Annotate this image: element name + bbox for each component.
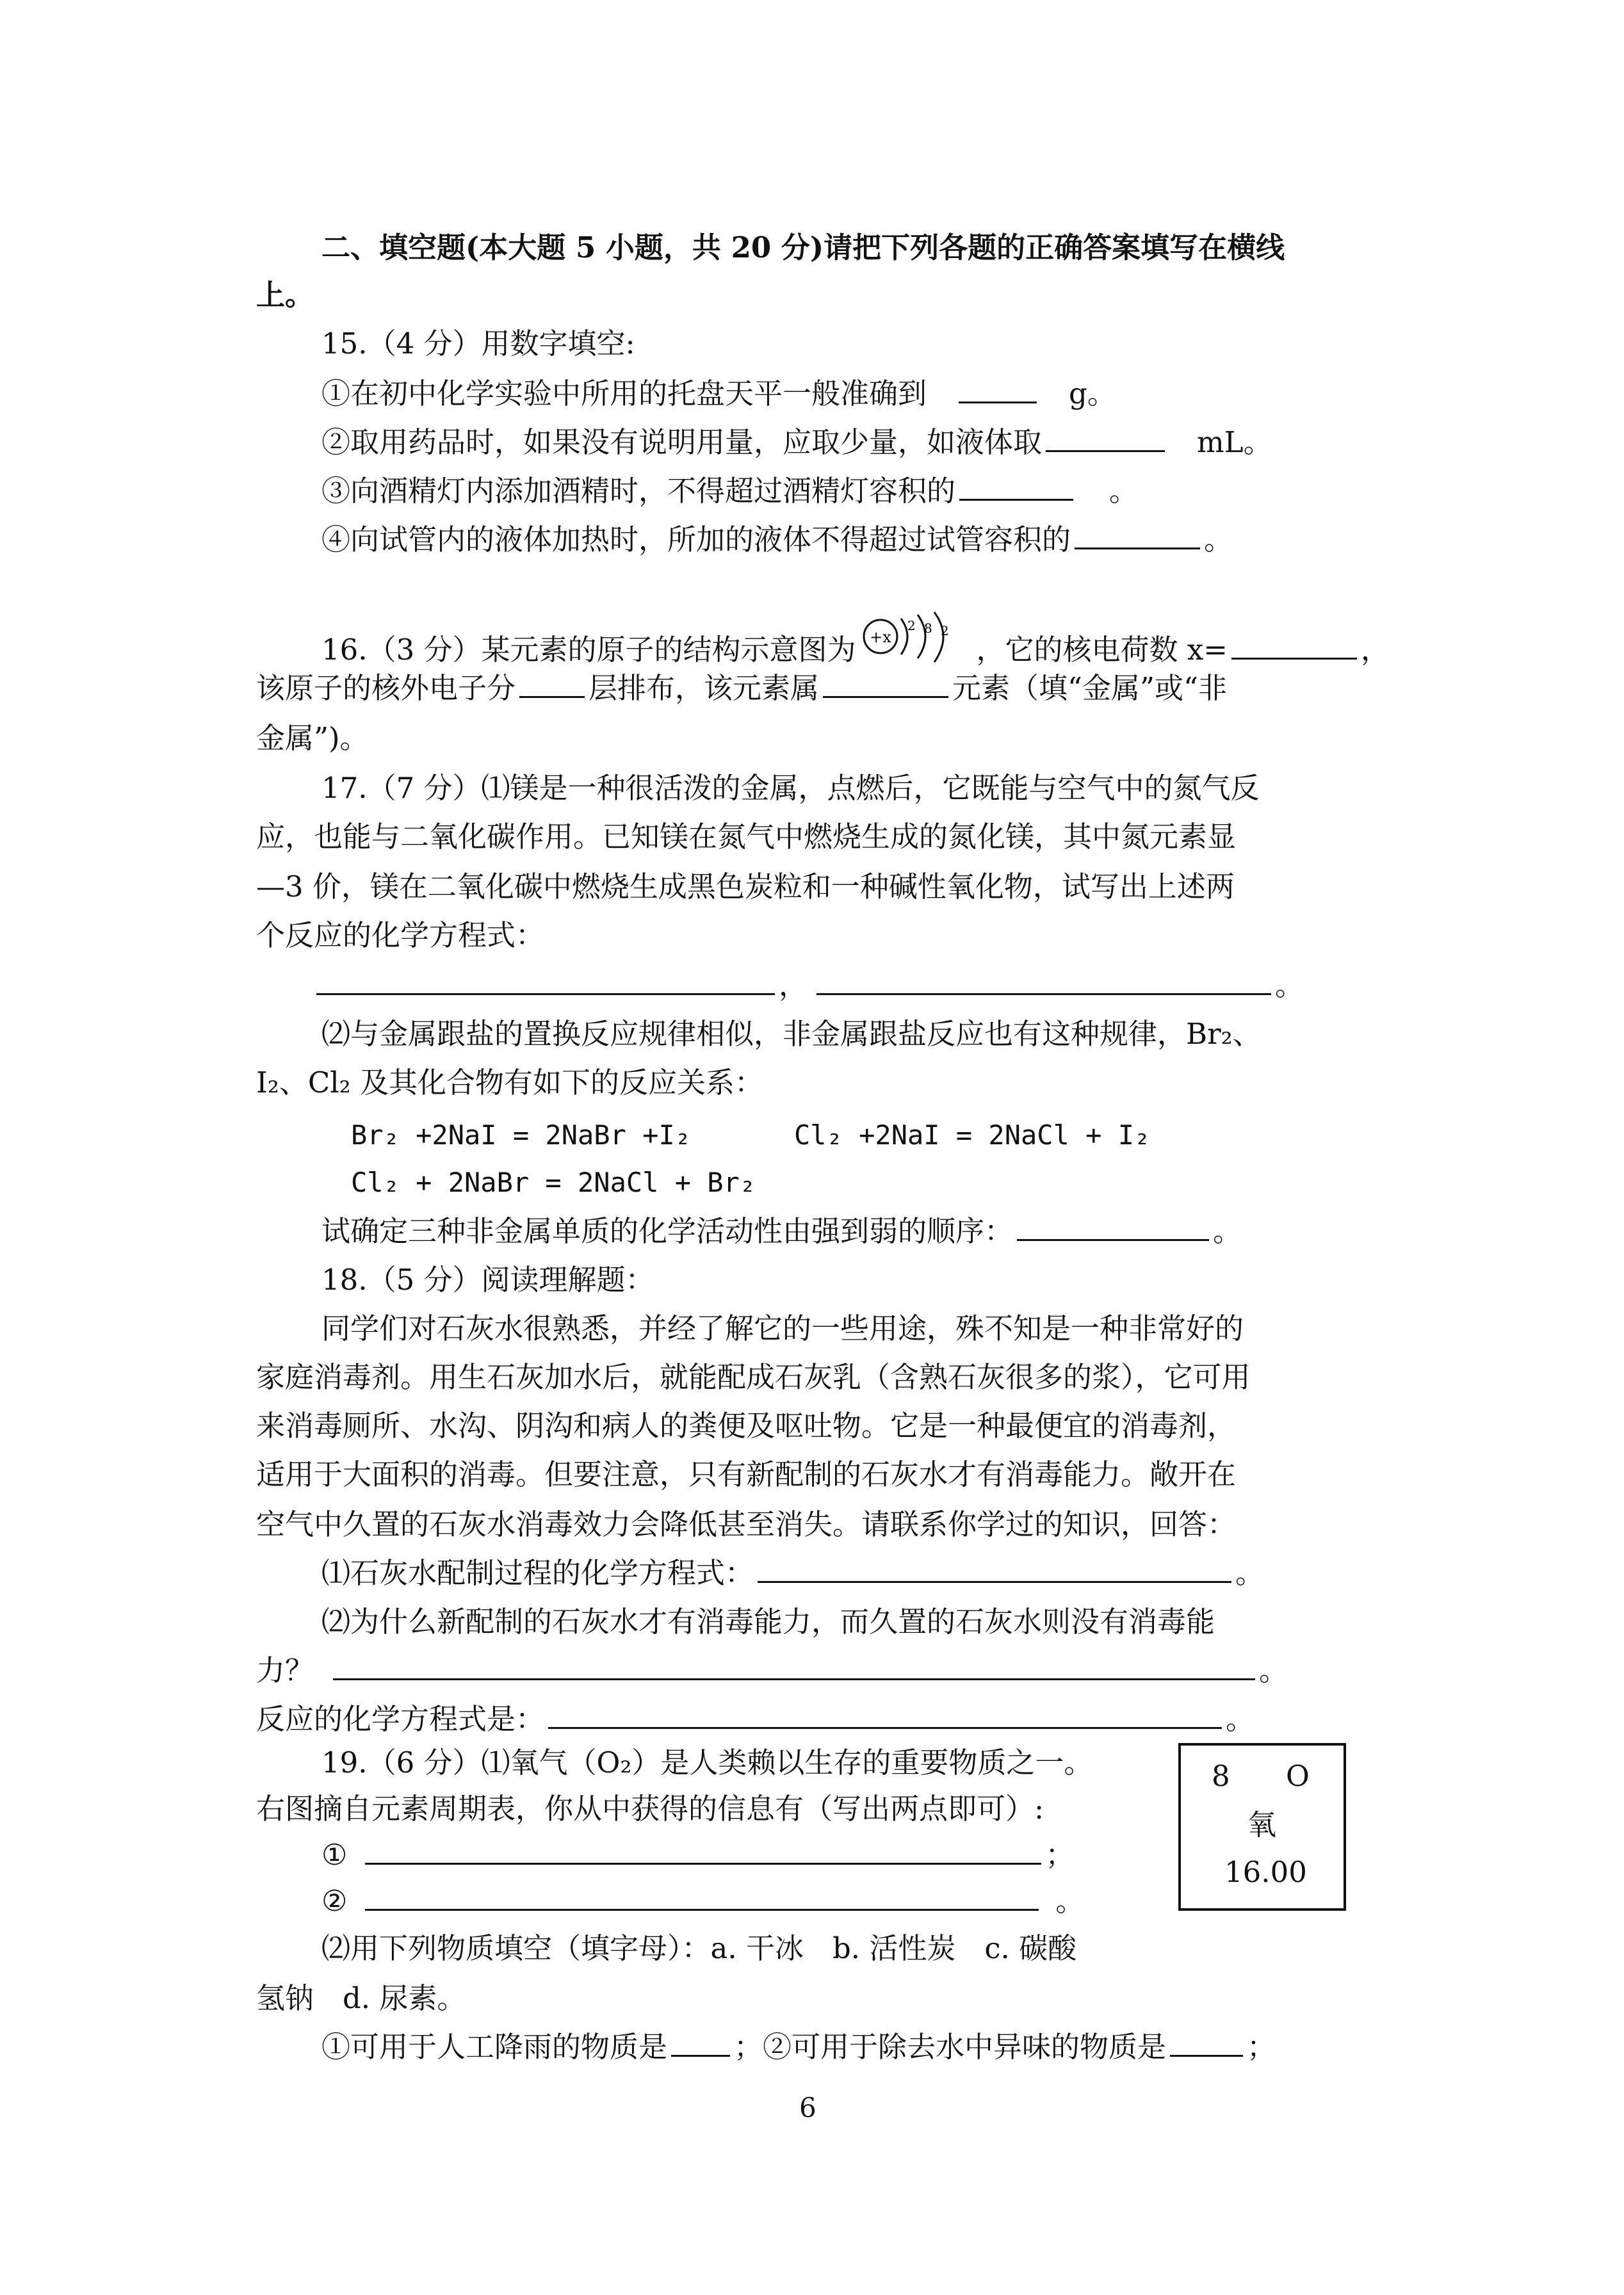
- q18-heading: 18.（5 分）阅读理解题：: [321, 1263, 654, 1297]
- q19-part2-line-2: 氢钠 d. 尿素。: [256, 1981, 466, 2015]
- atomic-number: 8: [1212, 1759, 1230, 1793]
- q17-line-2: 应，也能与二氧化碳作用。已知镁在氮气中燃烧生成的氮化镁，其中氮元素显: [256, 820, 1237, 854]
- answer-blank[interactable]: [365, 1835, 1041, 1865]
- q17-order-text: 试确定三种非金属单质的化学活动性由强到弱的顺序：: [321, 1214, 1014, 1248]
- q16-text-5: 元素（填“金属”或“非: [952, 671, 1228, 705]
- answer-blank[interactable]: [671, 2027, 730, 2057]
- electron-shell-arc: [901, 619, 907, 654]
- q17-line-4: 个反应的化学方程式：: [256, 918, 545, 952]
- q17-part2-line-1: ⑵与金属跟盐的置换反应规律相似，非金属跟盐反应也有这种规律，Br₂、: [321, 1017, 1262, 1051]
- section-title: 二、填空题(本大题 5 小题，共 20 分)请把下列各题的正确答案填写在横线: [321, 231, 1285, 264]
- answer-blank[interactable]: [1170, 2027, 1243, 2057]
- answer-blank[interactable]: [1075, 519, 1200, 549]
- q18-sub-1-end: 。: [1235, 1556, 1265, 1590]
- q18-sub-1: [321, 1551, 1264, 1596]
- q18-sub-3: [256, 1697, 1255, 1742]
- q18-sub-2-cont: [256, 1648, 1288, 1693]
- q19-part2-line-1: ⑵用下列物质填空（填字母）：a. 干冰 b. 活性炭 c. 碳酸: [321, 1931, 1077, 1965]
- q19-answer-1-end: ；: [1045, 1838, 1075, 1872]
- answer-blank[interactable]: [959, 373, 1037, 403]
- answer-blank[interactable]: [1017, 1211, 1209, 1241]
- element-name: 氧: [1247, 1808, 1277, 1842]
- q17-line-3: —3 价，镁在二氧化碳中燃烧生成黑色炭粒和一种碱性氧化物，试写出上述两: [256, 870, 1235, 904]
- q16-line-2: [256, 666, 1227, 711]
- atomic-mass: 16.00: [1224, 1855, 1307, 1889]
- q19-line-1: 19.（6 分）⑴氧气（O₂）是人类赖以生存的重要物质之一。: [321, 1746, 1093, 1780]
- q18-passage-line: 空气中久置的石灰水消毒效力会降低甚至消失。请联系你学过的知识，回答：: [256, 1507, 1237, 1541]
- periodic-table-cell: [1178, 1743, 1346, 1911]
- q16-text-1: 16.（3 分）某元素的原子的结构示意图为: [321, 633, 856, 667]
- q18-sub-3-end: 。: [1226, 1702, 1255, 1736]
- reaction-equation-2: Cl₂ +2NaI = 2NaCl + I₂: [794, 1119, 1151, 1151]
- q17-period: 。: [1275, 968, 1304, 1002]
- q19-answer-2: [321, 1879, 1084, 1924]
- element-symbol: O: [1286, 1759, 1310, 1793]
- q18-sub-2: ⑵为什么新配制的石灰水才有消毒能力，而久置的石灰水则没有消毒能: [321, 1605, 1215, 1639]
- page-number: 6: [799, 2092, 816, 2123]
- section-title-cont: 上。: [256, 278, 314, 312]
- q19-part2-text-a: ①可用于人工降雨的物质是: [321, 2030, 668, 2064]
- q15-item-1-text: ①在初中化学实验中所用的托盘天平一般准确到: [321, 377, 927, 410]
- shell-electron-count: 2: [940, 623, 949, 638]
- reaction-equation-1: Br₂ +2NaI = 2NaBr +I₂: [351, 1119, 692, 1151]
- answer-blank[interactable]: [519, 668, 585, 698]
- q17-part2-line-2: I₂、Cl₂ 及其化合物有如下的反应关系：: [256, 1066, 763, 1099]
- q19-part2-end: ；: [1247, 2030, 1276, 2064]
- q17-equation-blanks: [316, 963, 1304, 1008]
- q15-item-3-end: 。: [1109, 474, 1139, 508]
- q15-heading: 15.（4 分）用数字填空:: [321, 327, 635, 361]
- answer-blank[interactable]: [1231, 629, 1357, 660]
- q19-answer-1: [321, 1833, 1074, 1877]
- q19-answer-2-end: 。: [1055, 1884, 1085, 1918]
- q15-item-4: [321, 517, 1233, 562]
- q15-item-3: [321, 469, 1138, 514]
- q18-sub-3-text: 反应的化学方程式是：: [256, 1702, 545, 1736]
- q16-line-3: 金属”)。: [256, 721, 369, 755]
- shell-electron-count: 2: [907, 618, 916, 633]
- q19-answer-1-marker: ①: [321, 1838, 348, 1872]
- q16-text-2: ，它的核电荷数 x=: [976, 633, 1228, 667]
- q15-item-1: [321, 371, 1116, 416]
- q17-comma: ，: [779, 968, 808, 1002]
- shell-electron-count: 8: [923, 620, 932, 636]
- q15-item-2: [321, 420, 1272, 465]
- q18-sub-2-end: 。: [1259, 1653, 1288, 1687]
- answer-blank[interactable]: [758, 1553, 1231, 1583]
- answer-blank[interactable]: [548, 1699, 1222, 1729]
- q15-item-4-end: 。: [1204, 523, 1233, 556]
- q15-item-4-text: ④向试管内的液体加热时，所加的液体不得超过试管容积的: [321, 523, 1071, 556]
- answer-blank[interactable]: [316, 965, 775, 995]
- q16-text-4: 层排布，该元素属: [589, 671, 820, 705]
- q18-passage-line: 适用于大面积的消毒。但要注意，只有新配制的石灰水才有消毒能力。敞开在: [256, 1457, 1237, 1491]
- q18-passage-line: 来消毒厕所、水沟、阴沟和病人的粪便及呕吐物。它是一种最便宜的消毒剂，: [256, 1409, 1237, 1443]
- q18-sub-1-text: ⑴石灰水配制过程的化学方程式：: [321, 1556, 754, 1590]
- q17-line-1: 17.（7 分）⑴镁是一种很活泼的金属，点燃后，它既能与空气中的氮气反: [321, 771, 1260, 805]
- nucleus-label: +x: [869, 628, 891, 646]
- answer-blank[interactable]: [959, 471, 1073, 501]
- reaction-equation-3: Cl₂ + 2NaBr = 2NaCl + Br₂: [351, 1167, 756, 1198]
- q19-answer-2-marker: ②: [321, 1884, 348, 1918]
- q16-line-1: [321, 611, 1390, 672]
- q16-text-3: 该原子的核外电子分: [256, 671, 516, 705]
- q15-item-2-unit: mL。: [1197, 425, 1272, 459]
- answer-blank[interactable]: [816, 965, 1271, 995]
- q15-item-1-unit: g。: [1069, 377, 1116, 410]
- answer-blank[interactable]: [333, 1650, 1255, 1680]
- atom-structure-diagram: [859, 611, 974, 669]
- q15-item-2-text: ②取用药品时，如果没有说明用量，应取少量，如液体取: [321, 425, 1043, 459]
- q17-order-end: 。: [1213, 1214, 1242, 1248]
- q19-part2-text-b: ；②可用于除去水中异味的物质是: [734, 2030, 1167, 2064]
- q18-sub-2-text: 力？: [256, 1653, 314, 1687]
- q19-part2-line-3: [321, 2025, 1276, 2070]
- q16-text-2-end: ，: [1360, 633, 1390, 667]
- answer-blank[interactable]: [823, 668, 948, 698]
- answer-blank[interactable]: [1046, 422, 1165, 452]
- q15-item-3-text: ③向酒精灯内添加酒精时，不得超过酒精灯容积的: [321, 474, 956, 508]
- q18-passage-line: 同学们对石灰水很熟悉，并经了解它的一些用途，殊不知是一种非常好的: [321, 1311, 1244, 1345]
- q19-line-2: 右图摘自元素周期表，你从中获得的信息有（写出两点即可）:: [256, 1792, 1044, 1826]
- q17-order: [321, 1209, 1242, 1254]
- answer-blank[interactable]: [365, 1881, 1039, 1911]
- q18-passage-line: 家庭消毒剂。用生石灰加水后，就能配成石灰乳（含熟石灰很多的浆），它可用: [256, 1360, 1251, 1394]
